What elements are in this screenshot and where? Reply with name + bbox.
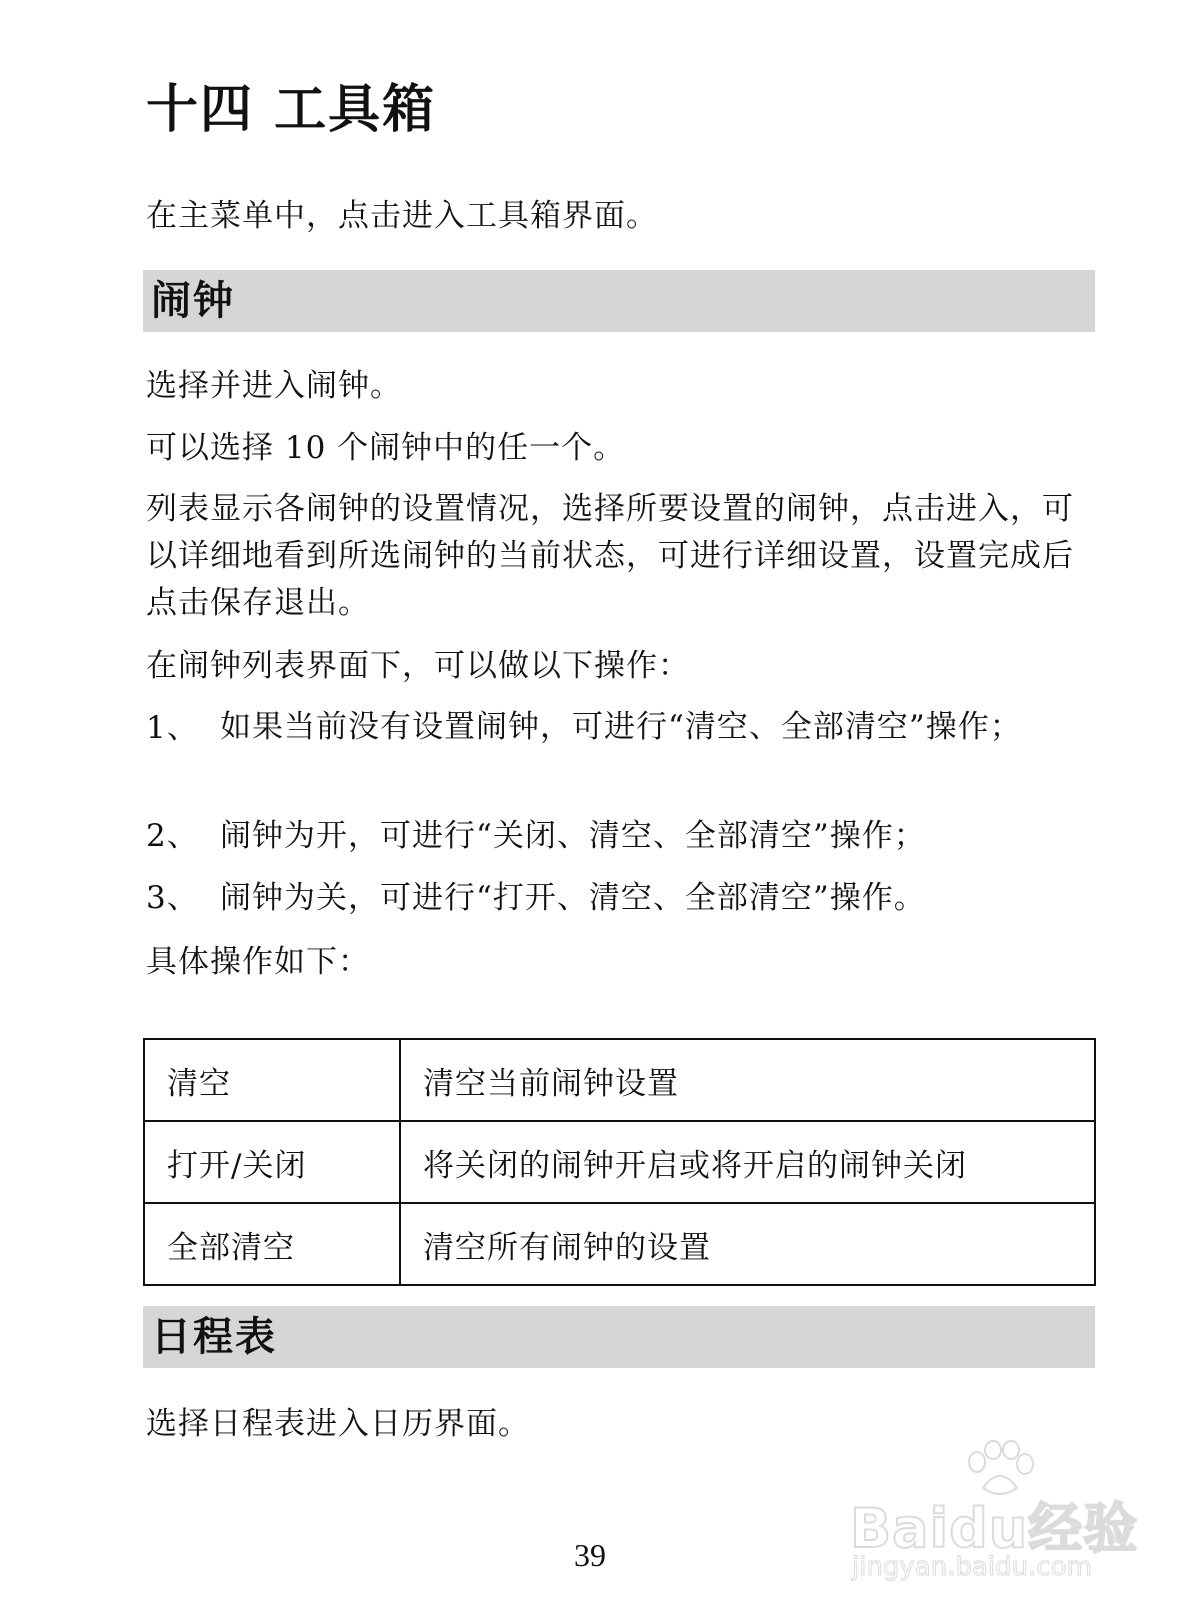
alarm-paragraph-5: 具体操作如下： [146, 944, 370, 980]
alarm-paragraph-2: 可以选择 10 个闹钟中的任一个。 [146, 430, 626, 466]
table-row [144, 1039, 1095, 1121]
list-item-number: 3、 [146, 880, 199, 916]
table-cell-operation: 清空 [144, 1039, 400, 1121]
list-item-number: 2、 [146, 818, 199, 854]
section-title-schedule: 日程表 [151, 1314, 277, 1360]
list-item-text: 闹钟为开，可进行“关闭、清空、全部清空”操作； [220, 818, 926, 854]
table-cell-description: 将关闭的闹钟开启或将开启的闹钟关闭 [400, 1121, 1095, 1203]
alarm-paragraph-3: 列表显示各闹钟的设置情况，选择所要设置的闹钟，点击进入，可以详细地看到所选闹钟的当前状态，可进行详细设置，设置完成后点击保存退出。 [146, 491, 1074, 621]
table-cell-description: 清空当前闹钟设置 [400, 1039, 1095, 1121]
table-row [144, 1203, 1095, 1285]
table-cell-operation: 全部清空 [144, 1203, 400, 1285]
schedule-paragraph-1: 选择日程表进入日历界面。 [146, 1406, 530, 1442]
watermark-brand: Baidu经验 [850, 1497, 1139, 1560]
table-cell-operation: 打开/关闭 [144, 1121, 400, 1203]
watermark-url: jingyan.baidu.com [852, 1552, 1092, 1582]
list-item-number: 1、 [146, 710, 199, 746]
alarm-paragraph-4: 在闹钟列表界面下，可以做以下操作： [146, 648, 690, 684]
list-item-text: 如果当前没有设置闹钟，可进行“清空、全部清空”操作； [220, 709, 1022, 745]
list-item-text: 闹钟为关，可进行“打开、清空、全部清空”操作。 [220, 880, 926, 916]
chapter-title: 十四 工具箱 [146, 80, 437, 140]
section-title-alarm: 闹钟 [151, 278, 235, 324]
alarm-paragraph-1: 选择并进入闹钟。 [146, 368, 402, 404]
operations-table [143, 1038, 1096, 1286]
table-row [144, 1121, 1095, 1203]
section-header-alarm [143, 270, 1095, 332]
page-number: 39 [574, 1537, 606, 1573]
table-cell-description: 清空所有闹钟的设置 [400, 1203, 1095, 1285]
section-header-schedule [143, 1306, 1095, 1368]
intro-paragraph: 在主菜单中，点击进入工具箱界面。 [146, 198, 658, 234]
